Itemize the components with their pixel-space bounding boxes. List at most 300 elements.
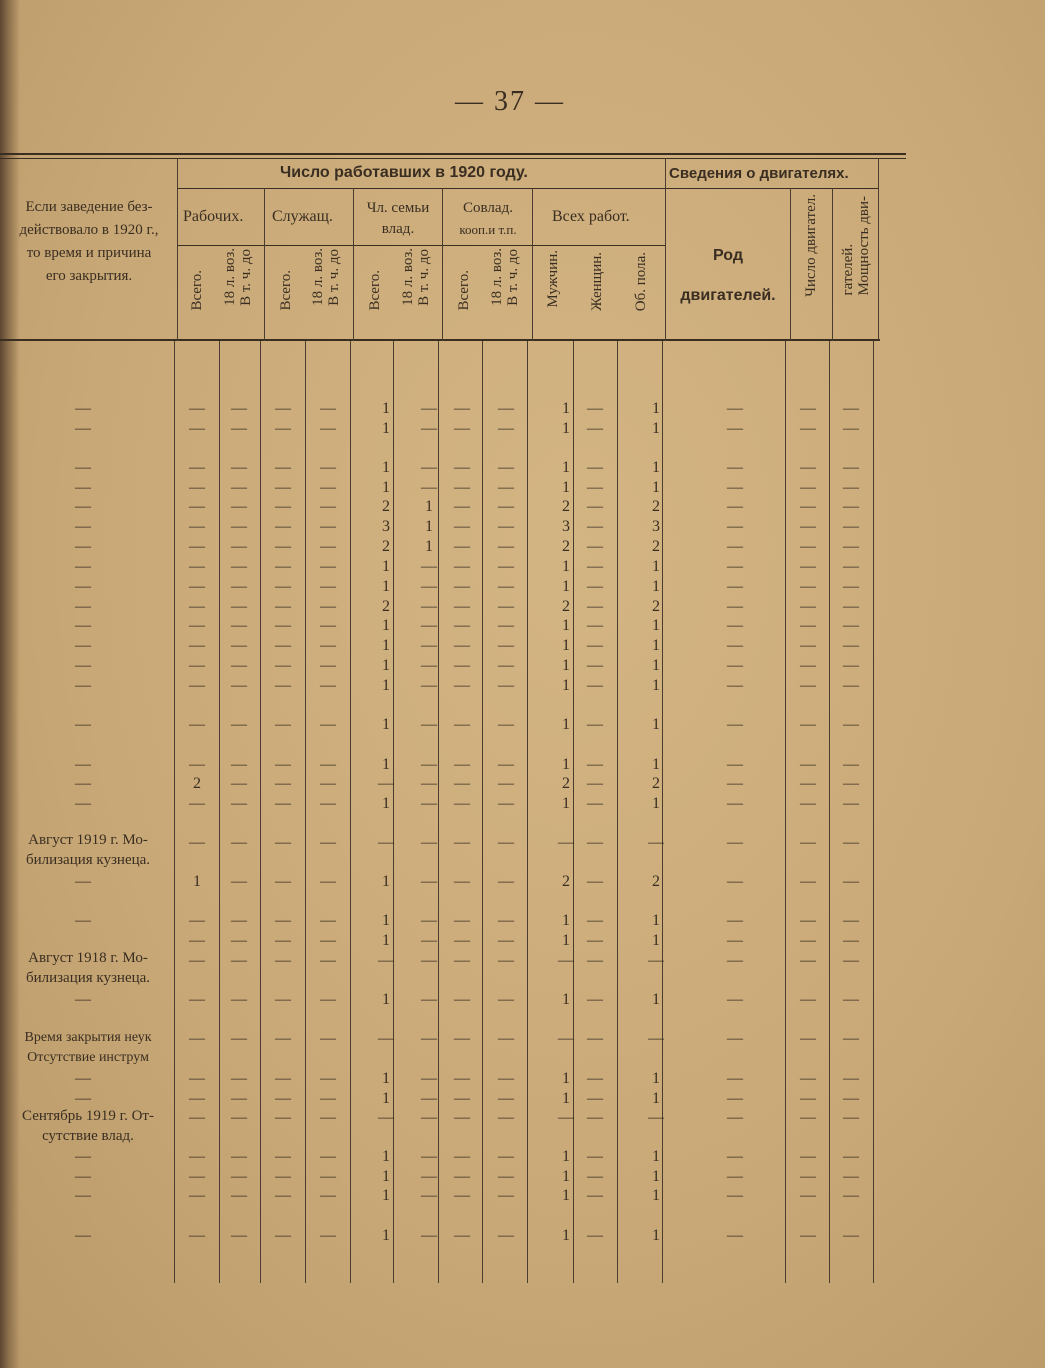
table-cell: — bbox=[75, 578, 91, 595]
table-cell: — bbox=[189, 1187, 205, 1204]
table-cell: — bbox=[75, 657, 91, 674]
table-cell: 1 bbox=[652, 677, 660, 694]
table-cell: — bbox=[727, 1109, 743, 1126]
table-cell: 1 bbox=[562, 1187, 570, 1204]
table-cell: 1 bbox=[562, 400, 570, 417]
left-header-line: действовало в 1920 г., bbox=[19, 222, 159, 238]
table-cell: — bbox=[843, 1109, 859, 1126]
table-cell: — bbox=[800, 1070, 816, 1087]
table-cell: — bbox=[421, 912, 437, 929]
col-header-family-under18 bbox=[400, 248, 432, 306]
table-cell: 2 bbox=[562, 598, 570, 615]
table-cell: — bbox=[75, 518, 91, 535]
table-cell: — bbox=[727, 578, 743, 595]
table-cell: 1 bbox=[562, 756, 570, 773]
body-divider bbox=[617, 341, 618, 1283]
table-cell: — bbox=[843, 518, 859, 535]
table-cell: 1 bbox=[562, 1168, 570, 1185]
table-cell: — bbox=[320, 657, 336, 674]
table-cell: — bbox=[75, 677, 91, 694]
table-cell: — bbox=[800, 657, 816, 674]
table-cell: — bbox=[454, 1168, 470, 1185]
table-cell: — bbox=[843, 1168, 859, 1185]
col-header-employees-total: Всего. bbox=[278, 270, 294, 311]
table-cell: — bbox=[454, 657, 470, 674]
table-cell: — bbox=[587, 518, 603, 535]
subheader-family bbox=[355, 198, 441, 240]
table-cell: — bbox=[843, 991, 859, 1008]
table-cell: 1 bbox=[382, 558, 390, 575]
remark-line: сутствие влад. bbox=[42, 1128, 134, 1144]
table-cell: 1 bbox=[652, 459, 660, 476]
group-header-engines: Сведения о двигателях. bbox=[669, 165, 849, 182]
table-cell: — bbox=[189, 1070, 205, 1087]
table-cell: — bbox=[454, 1187, 470, 1204]
vert-line: 18 л. воз. bbox=[310, 248, 326, 306]
table-cell: — bbox=[75, 617, 91, 634]
table-cell: — bbox=[275, 1187, 291, 1204]
table-cell: — bbox=[454, 578, 470, 595]
table-cell: — bbox=[275, 1109, 291, 1126]
table-cell: — bbox=[587, 657, 603, 674]
table-cell: — bbox=[231, 677, 247, 694]
table-cell: — bbox=[498, 677, 514, 694]
table-cell: — bbox=[275, 1090, 291, 1107]
table-cell: — bbox=[558, 1030, 574, 1047]
body-divider bbox=[305, 341, 306, 1283]
table-cell: — bbox=[843, 912, 859, 929]
table-cell: 1 bbox=[652, 716, 660, 733]
table-cell: — bbox=[558, 952, 574, 969]
table-cell: — bbox=[231, 420, 247, 437]
table-cell: — bbox=[498, 479, 514, 496]
table-cell: 1 bbox=[382, 873, 390, 890]
table-cell: — bbox=[75, 756, 91, 773]
table-cell: — bbox=[727, 834, 743, 851]
table-cell: 1 bbox=[382, 400, 390, 417]
table-cell: — bbox=[189, 677, 205, 694]
table-cell: — bbox=[727, 1187, 743, 1204]
header-divider bbox=[878, 158, 879, 341]
table-cell: — bbox=[454, 400, 470, 417]
table-cell: — bbox=[421, 578, 437, 595]
table-cell: — bbox=[800, 578, 816, 595]
table-cell: — bbox=[378, 775, 394, 792]
table-cell: — bbox=[189, 795, 205, 812]
vert-line: В т. ч. до bbox=[416, 249, 432, 306]
table-cell: — bbox=[587, 1109, 603, 1126]
table-cell: — bbox=[75, 1168, 91, 1185]
table-cell: — bbox=[454, 873, 470, 890]
table-cell: — bbox=[800, 1227, 816, 1244]
table-cell: — bbox=[843, 479, 859, 496]
table-cell: — bbox=[454, 932, 470, 949]
table-cell: — bbox=[454, 637, 470, 654]
table-cell: 1 bbox=[562, 1148, 570, 1165]
table-cell: — bbox=[189, 1030, 205, 1047]
table-cell: — bbox=[454, 498, 470, 515]
table-cell: — bbox=[498, 459, 514, 476]
table-cell: 1 bbox=[652, 617, 660, 634]
table-cell: — bbox=[320, 518, 336, 535]
table-cell: — bbox=[454, 598, 470, 615]
table-cell: — bbox=[275, 1168, 291, 1185]
table-cell: — bbox=[454, 1030, 470, 1047]
table-cell: — bbox=[275, 1227, 291, 1244]
table-cell: — bbox=[843, 1187, 859, 1204]
table-cell: — bbox=[231, 558, 247, 575]
body-divider bbox=[873, 341, 874, 1283]
table-cell: 1 bbox=[652, 912, 660, 929]
table-cell: — bbox=[843, 617, 859, 634]
table-cell: — bbox=[320, 1109, 336, 1126]
table-cell: — bbox=[498, 538, 514, 555]
table-cell: — bbox=[189, 617, 205, 634]
table-cell: — bbox=[231, 1187, 247, 1204]
col-header-employees-under18 bbox=[310, 248, 342, 306]
table-cell: — bbox=[275, 538, 291, 555]
table-cell: — bbox=[320, 598, 336, 615]
table-cell: — bbox=[498, 518, 514, 535]
table-cell: — bbox=[231, 1090, 247, 1107]
table-cell: — bbox=[727, 637, 743, 654]
table-cell: — bbox=[498, 1070, 514, 1087]
table-cell: — bbox=[843, 795, 859, 812]
table-cell: — bbox=[843, 598, 859, 615]
table-cell: — bbox=[843, 400, 859, 417]
table-cell: — bbox=[275, 400, 291, 417]
table-cell: — bbox=[275, 498, 291, 515]
table-cell: 1 bbox=[425, 518, 433, 535]
table-cell: — bbox=[454, 1109, 470, 1126]
table-cell: — bbox=[727, 716, 743, 733]
table-cell: — bbox=[587, 991, 603, 1008]
subheader-employees: Служащ. bbox=[272, 208, 333, 225]
table-cell: — bbox=[727, 459, 743, 476]
table-cell: — bbox=[454, 991, 470, 1008]
col-header-engine-count: Число двигател. bbox=[803, 194, 819, 297]
table-cell: — bbox=[320, 1227, 336, 1244]
table-cell: — bbox=[189, 756, 205, 773]
table-cell: — bbox=[189, 1109, 205, 1126]
table-cell: — bbox=[587, 912, 603, 929]
table-cell: — bbox=[189, 558, 205, 575]
table-cell: — bbox=[454, 834, 470, 851]
table-cell: 1 bbox=[382, 479, 390, 496]
table-cell: — bbox=[843, 578, 859, 595]
remark-block bbox=[4, 1028, 172, 1068]
group-header-workers: Число работавших в 1920 году. bbox=[280, 164, 528, 181]
table-cell: — bbox=[421, 1187, 437, 1204]
table-cell: 1 bbox=[382, 637, 390, 654]
table-cell: — bbox=[454, 617, 470, 634]
remark-line: Август 1919 г. Мо- bbox=[28, 832, 148, 848]
table-cell: — bbox=[231, 1168, 247, 1185]
table-cell: — bbox=[498, 1109, 514, 1126]
table-cell: — bbox=[498, 1148, 514, 1165]
table-cell: — bbox=[454, 952, 470, 969]
table-cell: — bbox=[587, 677, 603, 694]
table-cell: — bbox=[587, 1148, 603, 1165]
table-cell: — bbox=[421, 657, 437, 674]
col-header-engine-power bbox=[840, 196, 872, 295]
table-cell: — bbox=[498, 498, 514, 515]
header-divider bbox=[264, 188, 265, 341]
table-cell: — bbox=[727, 657, 743, 674]
table-cell: — bbox=[454, 1070, 470, 1087]
table-cell: 1 bbox=[562, 716, 570, 733]
table-cell: — bbox=[498, 834, 514, 851]
body-divider bbox=[174, 341, 175, 1283]
table-cell: — bbox=[454, 677, 470, 694]
table-cell: — bbox=[843, 1090, 859, 1107]
table-cell: 1 bbox=[382, 912, 390, 929]
table-cell: — bbox=[727, 775, 743, 792]
table-cell: — bbox=[189, 1090, 205, 1107]
table-cell: — bbox=[587, 1030, 603, 1047]
table-cell: — bbox=[727, 538, 743, 555]
vert-line: гателей. bbox=[840, 243, 856, 296]
body-divider bbox=[260, 341, 261, 1283]
table-cell: — bbox=[231, 952, 247, 969]
table-cell: — bbox=[189, 498, 205, 515]
table-cell: — bbox=[189, 716, 205, 733]
table-cell: — bbox=[800, 952, 816, 969]
table-cell: 1 bbox=[382, 657, 390, 674]
remark-block bbox=[4, 948, 172, 988]
table-cell: — bbox=[75, 459, 91, 476]
table-cell: — bbox=[275, 775, 291, 792]
table-cell: — bbox=[320, 578, 336, 595]
table-cell: — bbox=[800, 1109, 816, 1126]
table-cell: — bbox=[587, 598, 603, 615]
table-cell: — bbox=[498, 1168, 514, 1185]
table-cell: — bbox=[320, 716, 336, 733]
table-cell: — bbox=[454, 1090, 470, 1107]
table-cell: — bbox=[843, 1070, 859, 1087]
table-cell: — bbox=[498, 716, 514, 733]
top-rule-2 bbox=[0, 158, 906, 159]
table-cell: 1 bbox=[652, 657, 660, 674]
table-cell: 1 bbox=[652, 420, 660, 437]
table-cell: — bbox=[275, 991, 291, 1008]
table-cell: — bbox=[75, 637, 91, 654]
table-cell: — bbox=[421, 795, 437, 812]
table-cell: — bbox=[421, 400, 437, 417]
table-cell: — bbox=[421, 1109, 437, 1126]
table-cell: — bbox=[275, 578, 291, 595]
table-cell: — bbox=[587, 1168, 603, 1185]
table-cell: — bbox=[727, 1030, 743, 1047]
table-cell: — bbox=[727, 756, 743, 773]
table-cell: 1 bbox=[382, 578, 390, 595]
table-cell: — bbox=[454, 775, 470, 792]
table-cell: — bbox=[231, 459, 247, 476]
table-cell: — bbox=[800, 1168, 816, 1185]
table-cell: — bbox=[275, 952, 291, 969]
table-cell: 1 bbox=[193, 873, 201, 890]
table-cell: — bbox=[275, 912, 291, 929]
table-cell: — bbox=[421, 834, 437, 851]
table-cell: — bbox=[231, 598, 247, 615]
col-header-both-sexes: Об. пола. bbox=[633, 252, 649, 312]
table-cell: — bbox=[231, 775, 247, 792]
table-cell: — bbox=[320, 952, 336, 969]
table-cell: 1 bbox=[562, 991, 570, 1008]
table-cell: — bbox=[320, 637, 336, 654]
table-cell: — bbox=[75, 400, 91, 417]
table-cell: 3 bbox=[562, 518, 570, 535]
col-header-family-total: Всего. bbox=[367, 270, 383, 311]
table-cell: — bbox=[231, 479, 247, 496]
left-header bbox=[4, 196, 174, 288]
table-cell: — bbox=[843, 677, 859, 694]
table-cell: — bbox=[587, 834, 603, 851]
table-cell: 1 bbox=[382, 1168, 390, 1185]
table-cell: — bbox=[231, 1109, 247, 1126]
table-cell: — bbox=[320, 1070, 336, 1087]
table-cell: — bbox=[800, 558, 816, 575]
table-cell: — bbox=[587, 795, 603, 812]
table-cell: — bbox=[320, 932, 336, 949]
table-cell: — bbox=[727, 952, 743, 969]
table-cell: — bbox=[421, 677, 437, 694]
header-divider bbox=[532, 188, 533, 341]
table-cell: — bbox=[454, 1227, 470, 1244]
table-cell: 1 bbox=[652, 795, 660, 812]
table-cell: — bbox=[231, 400, 247, 417]
table-cell: 1 bbox=[382, 991, 390, 1008]
remark-line: Время закрытия неук bbox=[24, 1030, 152, 1045]
table-cell: — bbox=[587, 479, 603, 496]
table-cell: — bbox=[800, 538, 816, 555]
table-cell: — bbox=[320, 420, 336, 437]
table-cell: — bbox=[843, 756, 859, 773]
table-cell: — bbox=[231, 932, 247, 949]
table-cell: — bbox=[421, 1030, 437, 1047]
remark-line: билизация кузнеца. bbox=[25, 852, 151, 868]
table-cell: — bbox=[843, 420, 859, 437]
table-cell: — bbox=[275, 459, 291, 476]
table-cell: — bbox=[189, 912, 205, 929]
table-cell: — bbox=[75, 498, 91, 515]
table-cell: — bbox=[320, 775, 336, 792]
group-rule bbox=[178, 188, 878, 189]
table-cell: — bbox=[800, 459, 816, 476]
table-cell: — bbox=[587, 716, 603, 733]
remark-line: билизация кузнеца. bbox=[25, 970, 151, 986]
table-cell: — bbox=[498, 873, 514, 890]
table-cell: — bbox=[189, 1168, 205, 1185]
table-cell: 1 bbox=[652, 400, 660, 417]
table-cell: — bbox=[75, 1070, 91, 1087]
table-cell: — bbox=[421, 558, 437, 575]
vert-line: 18 л. воз. bbox=[400, 248, 416, 306]
table-cell: — bbox=[421, 1168, 437, 1185]
table-cell: 1 bbox=[382, 1090, 390, 1107]
table-cell: — bbox=[843, 657, 859, 674]
subheader-engine-type bbox=[667, 236, 789, 316]
vert-line: Мощность дви- bbox=[856, 196, 872, 296]
table-cell: — bbox=[727, 932, 743, 949]
table-cell: — bbox=[275, 558, 291, 575]
table-cell: — bbox=[378, 952, 394, 969]
table-cell: — bbox=[275, 756, 291, 773]
left-header-line: его закрытия. bbox=[45, 268, 133, 284]
table-cell: — bbox=[421, 1227, 437, 1244]
col-header-workers-under18 bbox=[222, 248, 254, 306]
table-cell: — bbox=[320, 558, 336, 575]
table-cell: — bbox=[320, 912, 336, 929]
vert-line: В т. ч. до bbox=[238, 249, 254, 306]
table-cell: 1 bbox=[562, 657, 570, 674]
table-cell: — bbox=[498, 775, 514, 792]
subheader-coowners-line: Совлад. bbox=[463, 200, 513, 216]
table-cell: 1 bbox=[562, 617, 570, 634]
table-cell: — bbox=[75, 1227, 91, 1244]
left-header-line: то время и причина bbox=[26, 245, 152, 261]
table-cell: — bbox=[727, 1227, 743, 1244]
table-cell: — bbox=[275, 873, 291, 890]
table-cell: — bbox=[421, 756, 437, 773]
table-cell: 1 bbox=[382, 932, 390, 949]
table-cell: — bbox=[727, 677, 743, 694]
col-header-men: Мужчин. bbox=[545, 250, 561, 308]
table-cell: — bbox=[800, 1090, 816, 1107]
table-cell: — bbox=[727, 518, 743, 535]
table-cell: — bbox=[275, 795, 291, 812]
table-cell: — bbox=[275, 1070, 291, 1087]
vert-line: В т. ч. до bbox=[326, 249, 342, 306]
table-cell: 1 bbox=[382, 617, 390, 634]
table-cell: — bbox=[320, 498, 336, 515]
table-cell: — bbox=[320, 617, 336, 634]
table-cell: — bbox=[189, 420, 205, 437]
sub-rule bbox=[178, 245, 665, 246]
table-cell: — bbox=[454, 518, 470, 535]
table-cell: — bbox=[275, 518, 291, 535]
table-cell: — bbox=[320, 1187, 336, 1204]
table-cell: — bbox=[498, 420, 514, 437]
table-cell: — bbox=[231, 1148, 247, 1165]
table-cell: — bbox=[189, 952, 205, 969]
table-cell: — bbox=[454, 716, 470, 733]
table-cell: — bbox=[843, 498, 859, 515]
table-cell: — bbox=[587, 578, 603, 595]
table-cell: — bbox=[498, 558, 514, 575]
remark-block bbox=[4, 830, 172, 870]
top-rule bbox=[0, 153, 906, 155]
table-cell: 2 bbox=[193, 775, 201, 792]
table-cell: 2 bbox=[562, 873, 570, 890]
table-cell: 2 bbox=[652, 873, 660, 890]
table-cell: 1 bbox=[652, 1168, 660, 1185]
body-divider bbox=[785, 341, 786, 1283]
table-cell: — bbox=[421, 617, 437, 634]
table-cell: — bbox=[421, 1090, 437, 1107]
table-cell: — bbox=[421, 459, 437, 476]
table-cell: — bbox=[320, 459, 336, 476]
table-cell: — bbox=[498, 756, 514, 773]
table-cell: — bbox=[587, 873, 603, 890]
table-cell: — bbox=[800, 598, 816, 615]
subheader-family-line: Чл. семьи bbox=[366, 200, 430, 216]
header-divider bbox=[832, 188, 833, 341]
table-cell: — bbox=[189, 538, 205, 555]
table-cell: — bbox=[843, 558, 859, 575]
table-cell: — bbox=[189, 518, 205, 535]
table-cell: — bbox=[648, 834, 664, 851]
